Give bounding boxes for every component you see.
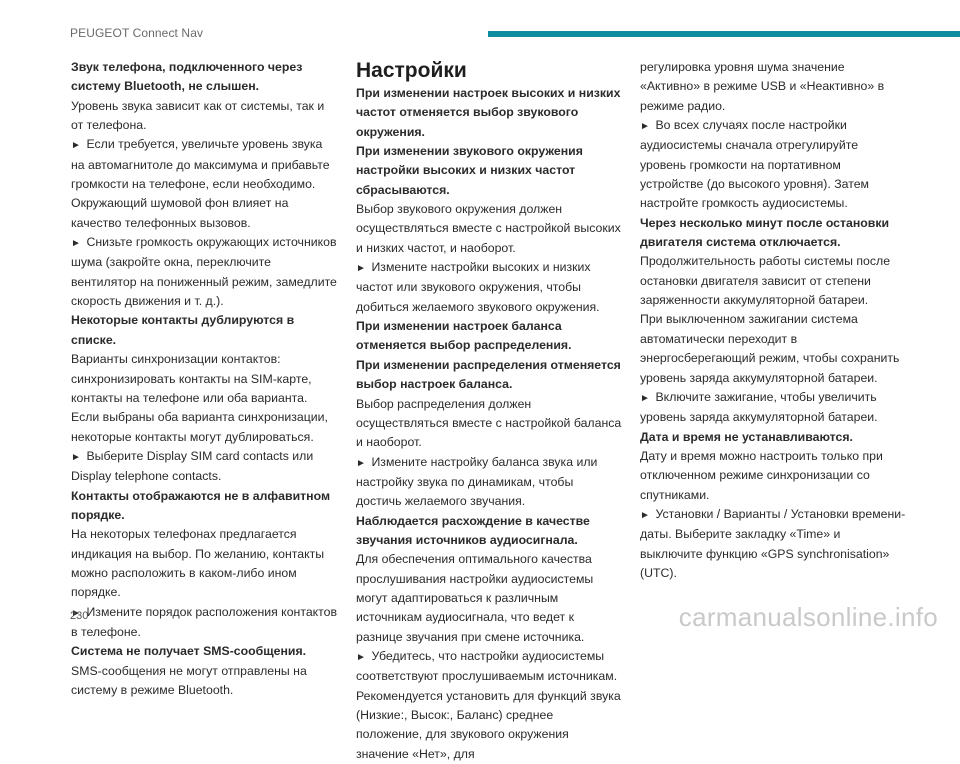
- bullet-instruction: ► Выберите Display SIM card contacts или Display telephone contacts.: [71, 447, 338, 487]
- column-right: [640, 58, 906, 583]
- body-text: регулировка уровня шума значение «Активно» в режиме USB и «Неактивно» в режиме радио.: [640, 60, 885, 113]
- bullet-instruction: ► Во всех случаях после настройки аудиосистемы сначала отрегулируйте уровень громкости на портативном устройстве (до высокого уровня). Затем настройте громкость аудиосистемы.: [640, 116, 906, 214]
- header-title: PEUGEOT Connect Nav: [70, 26, 204, 40]
- body-text: Продолжительность работы системы после остановки двигателя зависит от степени заряженности аккумуляторной батареи.: [640, 254, 891, 308]
- question-heading: Дата и время не устанавливаются.: [640, 429, 853, 444]
- bullet-instruction: ► Снизьте громкость окружающих источников шума (закройте окна, переключите вентилятор на пониженный режим, замедлите скорость движения и т. д.).: [71, 233, 338, 311]
- body-text: Выбор звукового окружения должен осуществляться вместе с настройкой высоких и низких частот, и наоборот.: [356, 202, 621, 255]
- bullet-instruction: ► Если требуется, увеличьте уровень звука на автомагнитоле до максимума и прибавьте громкости на телефоне, если необходимо.: [71, 135, 338, 194]
- bullet-instruction: ► Измените настройку баланса звука или настройку звука по динамикам, чтобы достичь желаемого звучания.: [356, 453, 622, 512]
- question-heading: Наблюдается расхождение в качестве звучания источников аудиосигнала.: [356, 513, 590, 547]
- question-heading: Через несколько минут после остановки двигателя система отключается.: [640, 215, 890, 250]
- body-text: Варианты синхронизации контактов: синхронизировать контакты на SIM-карте, контакты на телефоне или оба варианта. Если выбраны оба варианта синхронизации, некоторые контакты могут дублироваться.: [71, 352, 328, 444]
- question-heading: Звук телефона, подключенного через систему Bluetooth, не слышен.: [71, 60, 303, 94]
- body-text: Дату и время можно настроить только при отключенном режиме синхронизации со спутниками.: [640, 448, 883, 502]
- header-accent-bar: [488, 31, 960, 37]
- question-heading: Система не получает SMS-сообщения.: [71, 644, 307, 659]
- bullet-instruction: ► Включите зажигание, чтобы увеличить уровень заряда аккумуляторной батареи.: [640, 388, 906, 428]
- bullet-instruction: ► Измените порядок расположения контактов в телефоне.: [71, 603, 338, 643]
- page-number: 230: [70, 610, 89, 622]
- question-heading: При изменении настроек высоких и низких частот отменяется выбор звукового окружения.: [356, 86, 621, 139]
- bullet-instruction: ► Убедитесь, что настройки аудиосистемы соответствуют прослушиваемым источникам. Рекомендуется установить для функций звука (Низкие:, Высок:, Баланс) среднее положение, для звукового окружения значение «Нет», для: [356, 647, 622, 764]
- column-left: [71, 58, 338, 700]
- question-heading: При изменении звукового окружения настройки высоких и низких частот сбрасываются.: [356, 144, 583, 197]
- body-text: На некоторых телефонах предлагается индикация на выбор. По желанию, контакты можно расположить в каком-либо ином порядке.: [71, 527, 325, 600]
- column-middle: [356, 58, 622, 764]
- body-text: При выключенном зажигании система автоматически переходит в энергосберегающий режим, чтобы сохранить уровень заряда аккумуляторной батареи.: [640, 312, 900, 385]
- question-heading: При изменении распределения отменяется выбор настроек баланса.: [356, 357, 621, 392]
- body-text: Выбор распределения должен осуществляться вместе с настройкой баланса и наоборот.: [356, 396, 622, 450]
- section-title: Настройки: [356, 59, 467, 82]
- question-heading: При изменении настроек баланса отменяется выбор распределения.: [356, 319, 572, 353]
- body-text: Уровень звука зависит как от системы, так и от телефона.: [71, 98, 325, 133]
- bullet-instruction: ► Измените настройки высоких и низких частот или звукового окружения, чтобы добиться желаемого звукового окружения.: [356, 258, 622, 317]
- watermark: carmanualsonline.info: [678, 602, 938, 632]
- question-heading: Контакты отображаются не в алфавитном порядке.: [71, 488, 331, 522]
- body-text: Окружающий шумовой фон влияет на качество телефонных вызовов.: [71, 196, 289, 230]
- body-text: Для обеспечения оптимального качества прослушивания настройки аудиосистемы могут адаптироваться к различным источникам аудиосигнала, что ведет к разнице звучания при смене источника.: [356, 552, 594, 644]
- bullet-instruction: ► Установки / Варианты / Установки времени-даты. Выберите закладку «Time» и выключите функцию «GPS synchronisation» (UTC).: [640, 505, 906, 583]
- body-text: SMS-сообщения не могут отправлены на систему в режиме Bluetooth.: [71, 663, 307, 697]
- question-heading: Некоторые контакты дублируются в списке.: [71, 313, 295, 347]
